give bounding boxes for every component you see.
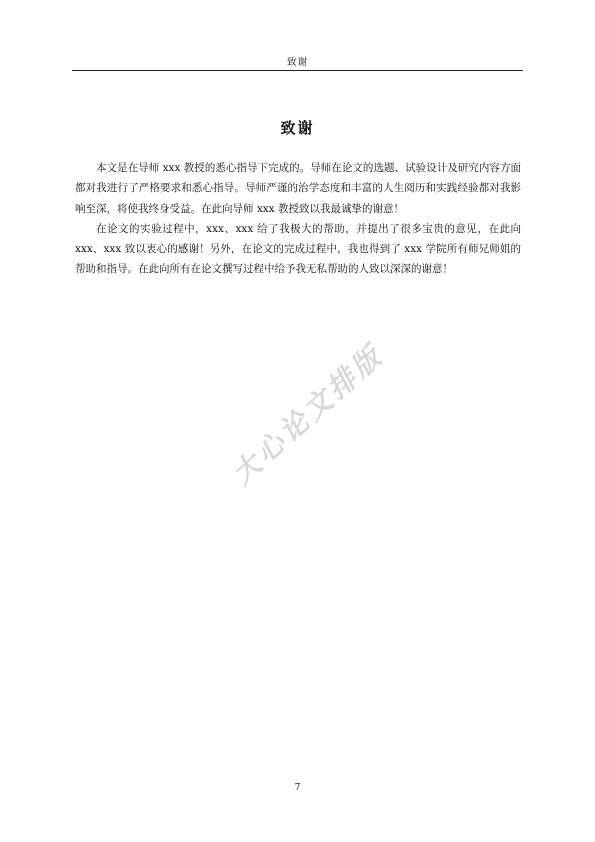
running-header: 致谢 (286, 57, 308, 68)
body-text (75, 158, 521, 280)
paragraph: 本文是在导师 xxx 教授的悉心指导下完成的。导师在论文的选题、试验设计及研究内容方面都对我进行了严格要求和悉心指导。导师严谨的治学态度和丰富的人生阅历和实践经验都对我影响至深，将使我终身受益。在此向导师 xxx 教授致以我最诚挚的谢意！ (75, 162, 521, 215)
watermark: 大心论文排版 (225, 338, 391, 492)
paragraph: 在论文的实验过程中，xxx、xxx 给了我极大的帮助，并提出了很多宝贵的意见，在此向 xxx、xxx 致以衷心的感谢！另外，在论文的完成过程中，我也得到了 xxx 学院所有师兄师姐的帮助和指导。在此向所有在论文撰写过程中给予我无私帮助的人致以深深的谢意！ (75, 222, 521, 276)
header-rule (72, 70, 523, 71)
page-number: 7 (294, 783, 301, 793)
page-title: 致谢 (280, 119, 315, 137)
